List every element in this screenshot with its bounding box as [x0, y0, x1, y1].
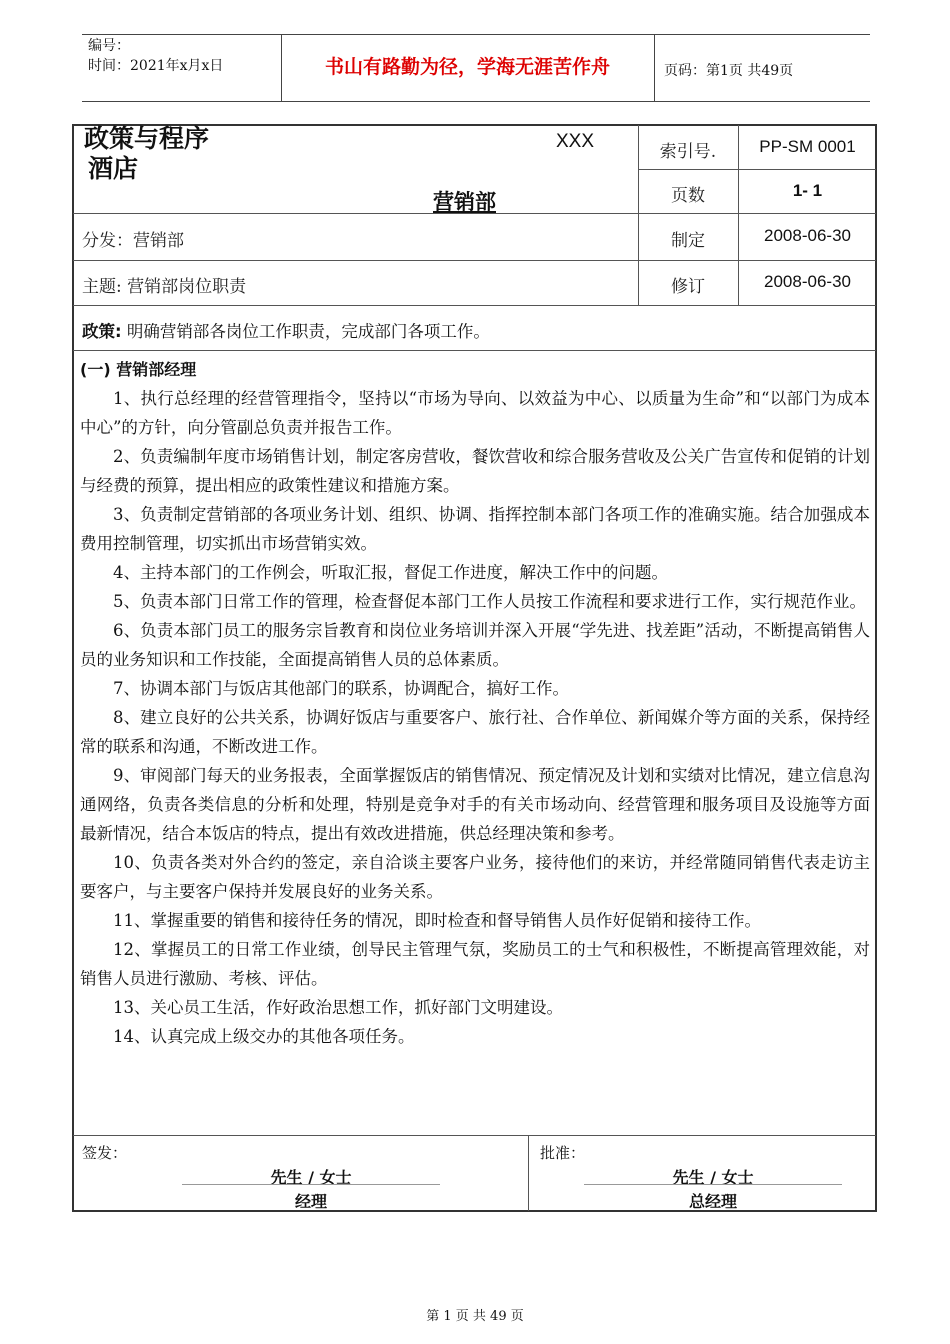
grid-line: [528, 1136, 529, 1211]
duty-item: 13、关心员工生活，作好政治思想工作，抓好部门文明建设。: [113, 998, 563, 1017]
grid-line: [73, 350, 876, 351]
distribute-field: 分发：营销部: [82, 231, 184, 251]
duty-item: 14、认真完成上级交办的其他各项任务。: [113, 1027, 415, 1046]
grid-line: [73, 1135, 876, 1136]
issue-label: 签发：: [82, 1144, 128, 1162]
policy-label: 政策:: [82, 322, 122, 341]
index-label: 索引号.: [659, 142, 717, 162]
made-label: 制定: [671, 231, 705, 251]
issue-title: 经理: [294, 1192, 327, 1211]
header-top-rule: [82, 34, 870, 35]
duty-item: 9、审阅部门每天的业务报表，全面掌握饭店的销售情况、预定情况及计划和实绩对比情况，建立信息沟通网络，负责各类信息的分析和处理，特别是竞争对手的有关市场动向、经营管理和服务项目及设施等方面最新情况，结合本饭店的特点，提出有效改进措施，供总经理决策和参考。: [80, 766, 870, 843]
motto: 书山有路勤为径，学海无涯苦作舟: [324, 56, 610, 78]
header-bottom-rule: [82, 101, 870, 102]
revise-label: 修订: [671, 277, 705, 297]
policy-text: 明确营销部各岗位工作职责，完成部门各项工作。: [121, 322, 490, 341]
header-divider: [654, 34, 655, 101]
pages-value: 1- 1: [792, 181, 823, 200]
duty-item: 8、建立良好的公共关系，协调好饭店与重要客户、旅行社、合作单位、新闻媒介等方面的关系，保持经常的联系和沟通，不断改进工作。: [80, 708, 870, 756]
subject-field: 主题: 营销部岗位职责: [82, 277, 247, 297]
grid-line: [638, 169, 876, 170]
duty-item: 2、负责编制年度市场销售计划，制定客房营收，餐饮营收和综合服务营收及公关广告宣传和促销的计划与经费的预算，提出相应的政策性建议和措施方案。: [80, 447, 870, 495]
issue-name: 先生 / 女士: [270, 1168, 352, 1187]
document-number-label: 编号：: [88, 38, 130, 54]
duty-item: 5、负责本部门日常工作的管理，检查督促本部门工作人员按工作流程和要求进行工作，实行规范作业。: [113, 592, 866, 611]
approve-name: 先生 / 女士: [672, 1168, 754, 1187]
policy-statement: [82, 318, 490, 342]
duty-item: 11、掌握重要的销售和接待任务的情况，即时检查和督导销售人员作好促销和接待工作。: [113, 911, 761, 930]
department-name: 营销部: [433, 190, 496, 214]
company-name: XXX: [556, 131, 595, 152]
document-time: 时间：2021年x月x日: [88, 58, 224, 74]
made-date: 2008-06-30: [764, 226, 851, 245]
index-value: PP-SM 0001: [759, 137, 856, 156]
page-footer: 第 1 页 共 49 页: [426, 1309, 524, 1324]
page-info: 页码：第1页 共49页: [664, 63, 794, 79]
duty-item: 12、掌握员工的日常工作业绩，创导民主管理气氛，奖励员工的士气和积极性，不断提高管理效能，对销售人员进行激励、考核、评估。: [80, 940, 870, 988]
duty-item: 10、负责各类对外合约的签定，亲自洽谈主要客户业务，接待他们的来访，并经常随同销售代表走访主要客户，与主要客户保持并发展良好的业务关系。: [80, 853, 870, 901]
form-title: 政策与程序: [84, 124, 210, 153]
signature-line: [182, 1184, 440, 1185]
approve-label: 批准：: [540, 1144, 586, 1162]
duty-item: 1、执行总经理的经营管理指令，坚持以“市场为导向、以效益为中心、以质量为生命”和“以部门为成本中心”的方针，向分管副总负责并报告工作。: [80, 389, 870, 437]
duty-item: 7、协调本部门与饭店其他部门的联系，协调配合，搞好工作。: [113, 679, 569, 698]
duties-section: [80, 356, 870, 1051]
section-title: (一) 营销部经理: [80, 360, 197, 379]
grid-line: [73, 305, 876, 306]
duty-item: 3、负责制定营销部的各项业务计划、组织、协调、指挥控制本部门各项工作的准确实施。结合加强成本费用控制管理，切实抓出市场营销实效。: [80, 505, 870, 553]
duty-item: 4、主持本部门的工作例会，听取汇报，督促工作进度，解决工作中的问题。: [113, 563, 668, 582]
form-subtitle: 酒店: [88, 154, 139, 183]
approve-title: 总经理: [688, 1192, 737, 1211]
grid-line: [73, 260, 876, 261]
revise-date: 2008-06-30: [764, 272, 851, 291]
duty-item: 6、负责本部门员工的服务宗旨教育和岗位业务培训并深入开展“学先进、找差距”活动，不断提高销售人员的业务知识和工作技能，全面提高销售人员的总体素质。: [80, 621, 870, 669]
pages-label: 页数: [671, 186, 705, 206]
signature-line: [584, 1184, 842, 1185]
